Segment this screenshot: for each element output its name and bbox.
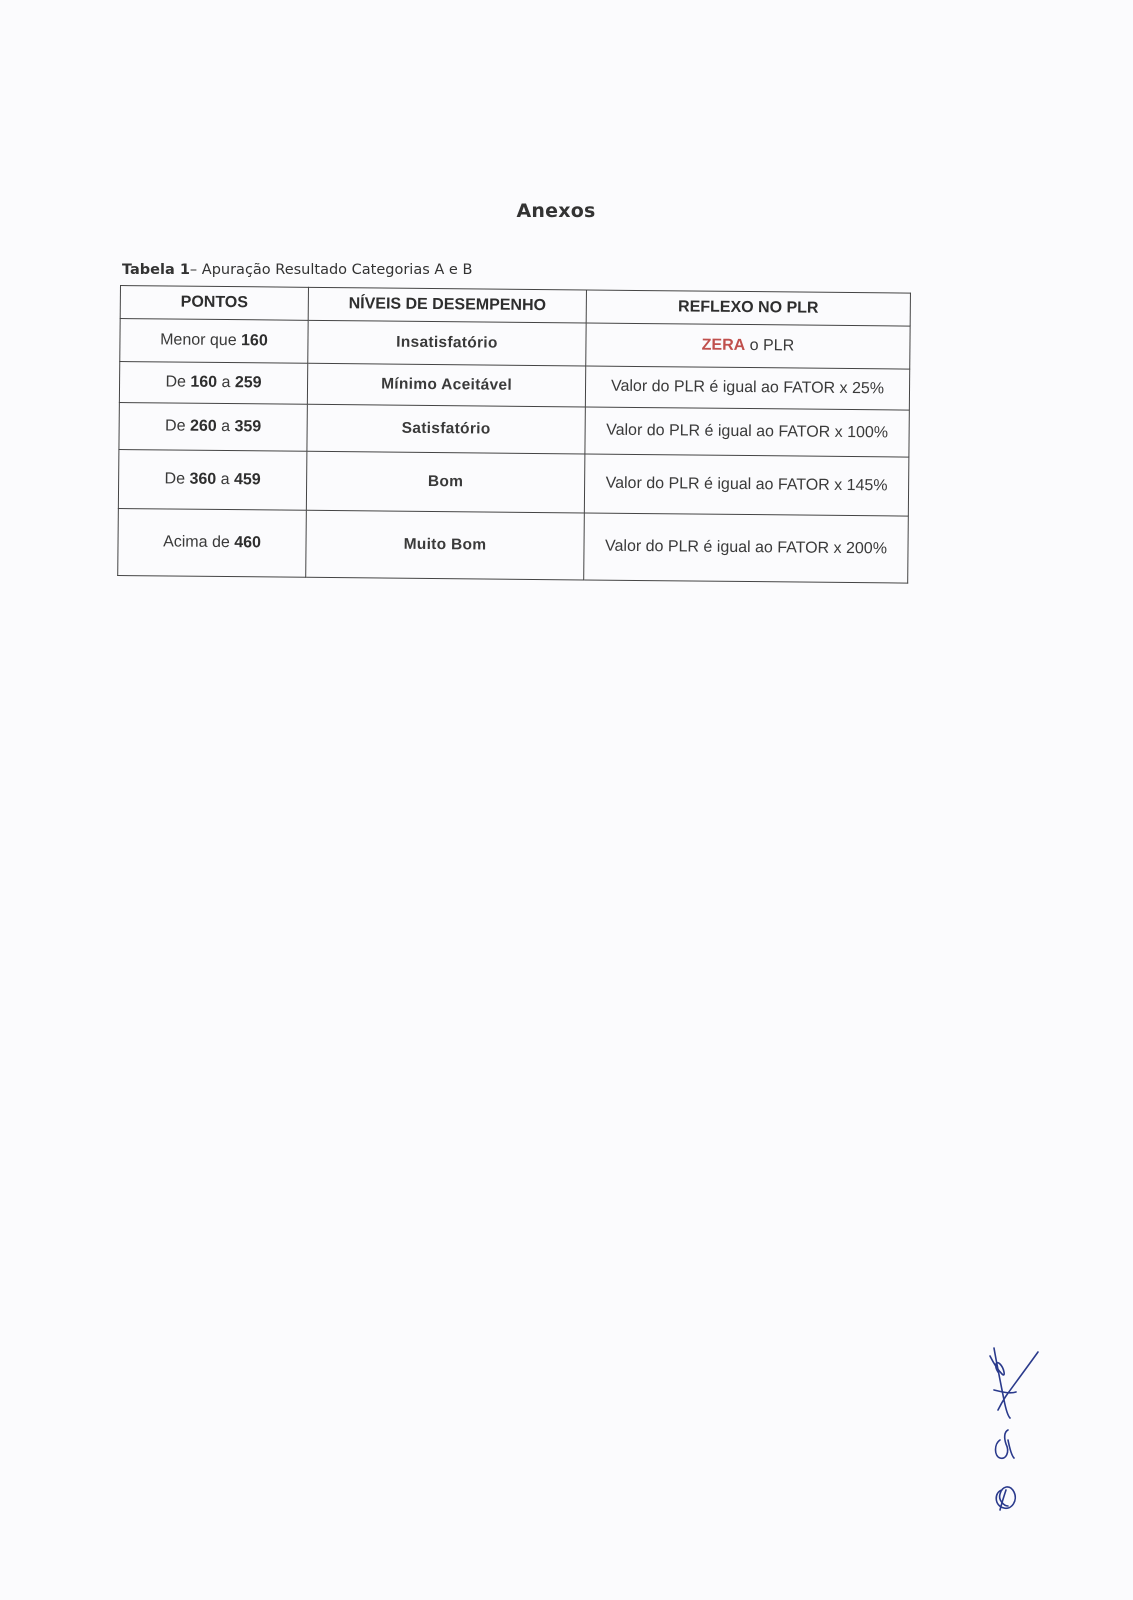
points-value-a: 360 xyxy=(189,470,217,488)
points-prefix: De xyxy=(164,470,190,488)
effect-text: o PLR xyxy=(745,337,795,355)
points-mid: a xyxy=(217,373,235,392)
level-cell: Insatisfatório xyxy=(308,320,586,366)
points-prefix: Acima de xyxy=(163,533,235,552)
handwritten-initials-signature xyxy=(980,1340,1050,1520)
points-value-b: 259 xyxy=(234,374,262,392)
table-caption xyxy=(122,262,472,278)
points-prefix: De xyxy=(165,373,191,391)
points-value-b: 459 xyxy=(233,471,261,489)
results-table-container xyxy=(117,285,910,584)
results-table xyxy=(117,285,911,584)
effect-highlight: ZERA xyxy=(701,336,746,355)
points-cell xyxy=(118,449,307,510)
table-row xyxy=(118,449,909,516)
table-row xyxy=(120,319,910,370)
table-row xyxy=(119,402,909,457)
points-prefix: De xyxy=(165,417,191,435)
points-prefix: Menor que xyxy=(160,331,242,350)
effect-cell: Valor do PLR é igual ao FATOR x 100% xyxy=(585,407,909,457)
points-value-a: 460 xyxy=(234,534,262,552)
effect-cell: Valor do PLR é igual ao FATOR x 145% xyxy=(584,454,909,516)
effect-cell: Valor do PLR é igual ao FATOR x 200% xyxy=(584,513,909,583)
points-cell xyxy=(120,319,308,364)
table-caption-text: – Apuração Resultado Categorias A e B xyxy=(189,262,473,278)
table-row xyxy=(118,508,909,583)
header-plr-effect: REFLEXO NO PLR xyxy=(586,290,910,326)
header-points: PONTOS xyxy=(120,286,308,321)
points-cell xyxy=(118,508,307,577)
points-value-a: 160 xyxy=(240,332,268,350)
level-cell: Muito Bom xyxy=(306,510,585,580)
points-cell xyxy=(119,402,307,451)
points-value-a: 160 xyxy=(190,373,218,391)
points-value-b: 359 xyxy=(234,418,262,436)
points-mid: a xyxy=(216,470,235,489)
level-cell: Bom xyxy=(306,451,585,513)
page-title: Anexos xyxy=(516,200,596,222)
effect-cell xyxy=(586,323,910,369)
points-cell xyxy=(119,362,307,405)
effect-cell: Valor do PLR é igual ao FATOR x 25% xyxy=(585,366,909,410)
header-performance-levels: NÍVEIS DE DESEMPENHO xyxy=(308,287,586,323)
points-mid: a xyxy=(216,417,235,436)
points-value-a: 260 xyxy=(189,417,217,435)
level-cell: Mínimo Aceitável xyxy=(307,363,585,407)
table-caption-label: Tabela 1 xyxy=(122,262,190,278)
level-cell: Satisfatório xyxy=(307,404,585,454)
